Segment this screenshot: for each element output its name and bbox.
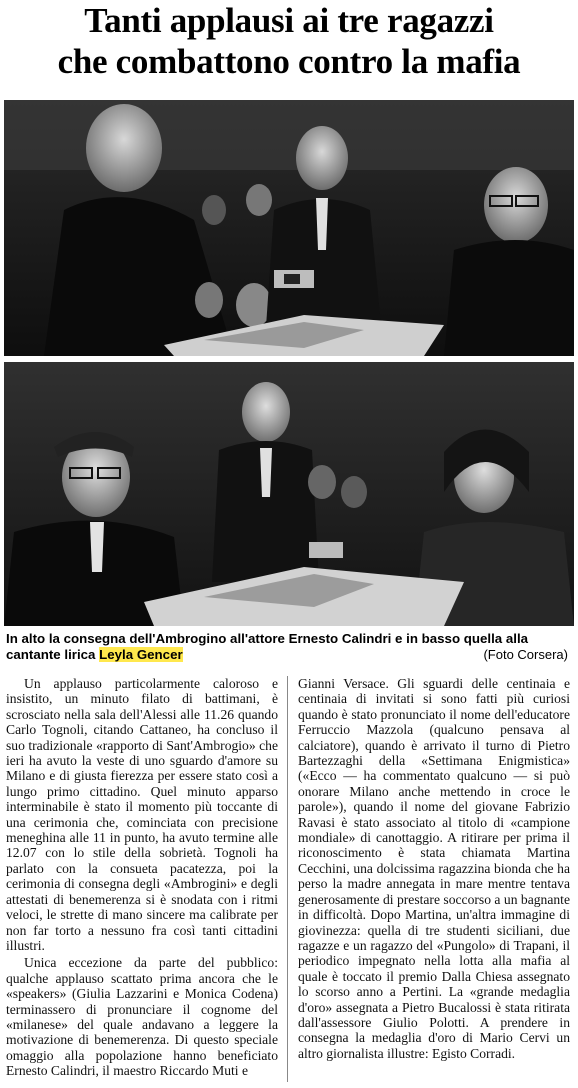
photo-credit: (Foto Corsera) (483, 647, 568, 662)
photo-ambrogino-calindri (4, 100, 574, 356)
column-divider (287, 676, 288, 1082)
headline-line-2: che combattono contro la mafia (57, 42, 521, 81)
photo-bottom-image (4, 362, 574, 626)
photo-caption (6, 631, 572, 663)
caption-text: In alto la consegna dell'Ambrogino all'attore Ernesto Calindri e in basso quella alla cantante lirica (6, 631, 529, 662)
article-paragraph: Un applauso particolarmente caloroso e insistito, un minuto filato di battimani, è scrosciato nella sala dell'Alessi alle 11.26 quando Carlo Tognoli, citando Cattaneo, ha concluso il suo tradizionale «rapporto di Sant'Ambrogio» che ieri ha avuto la veste di uno sguardo d'amore su Milano e di giusta fierezza per essere stato così a lungo primo cittadino. Quel minuto apparso interminabile è stato il momento più toccante di una cerimonia che, cominciata con precisione meneghina alle 11 in punto, ha avuto termine alle 12.07 con lo stile della sobrietà. Tognoli ha parlato con la consueta pacatezza, poi la cerimonia di consegna degli «Ambrogini» e degli attestati di benemerenza si è snodata con i ritmi veloci, le strette di mano sincere ma calibrate per non far torto a nessuno fra così tanti cittadini illustri. (6, 676, 278, 953)
article-paragraph: Unica eccezione da parte del pubblico: qualche applauso scattato prima ancora che le «speakers» (Giulia Lazzarini e Monica Codena) terminassero di pronunciare il cognome del «milanese» del quale andavano a leggere la motivazione di benemerenza. Di questo speciale omaggio alla popolazione hanno beneficiato Ernesto Calindri, il maestro Riccardo Muti e (6, 955, 278, 1079)
photo-top-image (4, 100, 574, 356)
photo-ambrogino-gencer (4, 362, 574, 626)
article-column-left (6, 676, 278, 1079)
article-paragraph: Gianni Versace. Gli sguardi delle centinaia e centinaia di invitati si sono fatti più curiosi quando è stato pronunciato il nome dell'educatore Ferruccio Mazzola (qualcuno pensava al calciatore), quando è arrivato il turno di Pietro Bartezzaghi della «Settimana Enigmistica» («Ecco — ha commentato qualcuno — si può onorare Milano anche mettendo in croce le parole»), quando il nome del giovane Fabrizio Ravasi è stato associato al titolo di «campione mondiale» di canottaggio. A ritirare per prima il riconoscimento è stata chiamata Martina Cecchini, una dolcissima ragazzina bionda che ha perso la madre annegata in mare mentre tentava generosamente di prestare soccorso a un bagnante in difficoltà. Dopo Martina, un'altra immagine di giovinezza: quella di tre studenti siciliani, due ragazze e un ragazzo del «Pungolo» di Trapani, il periodico impegnato nella lotta alla mafia al quale è toccato il premio Dalla Chiesa assegnato lo scorso anno a Pertini. La «grande medaglia d'oro» assegnata a Pietro Bucalossi è stata ritirata dall'assessore Giulio Polotti. A prendere in consegna la medaglia d'oro di Mario Cervi un altro giornalista illustre: Egisto Corradi. (298, 676, 570, 1061)
headline (0, 0, 578, 82)
headline-line-1: Tanti applausi ai tre ragazzi (84, 1, 494, 40)
article-column-right (298, 676, 570, 1061)
caption-highlight: Leyla Gencer (99, 647, 183, 662)
